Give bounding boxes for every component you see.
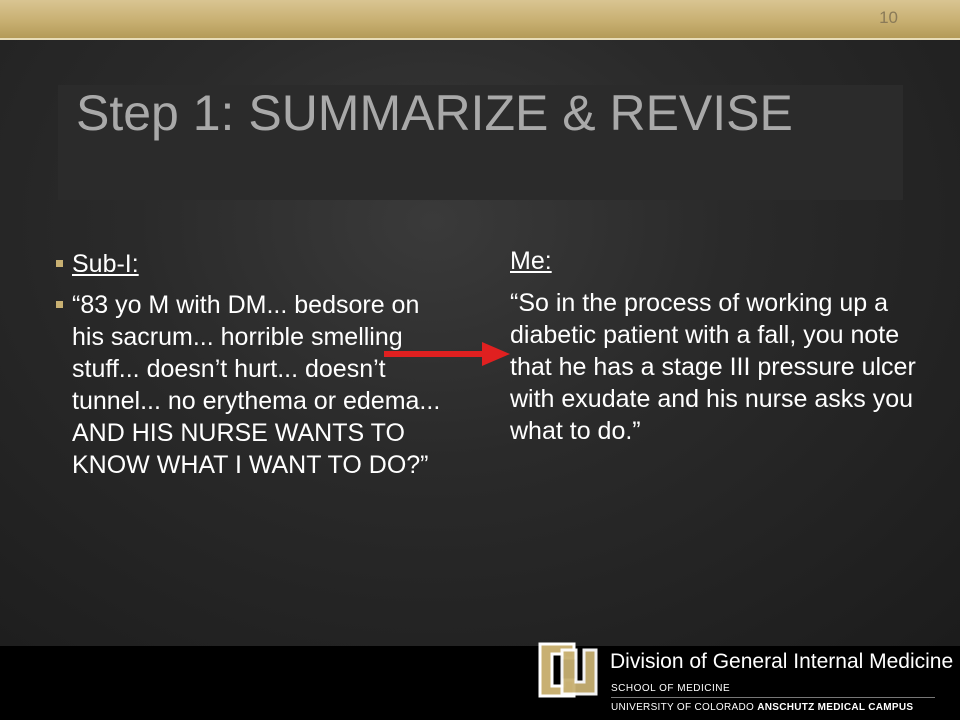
me-heading: Me: [510, 247, 552, 275]
school-name: SCHOOL OF MEDICINE [611, 683, 731, 694]
division-name: Division of General Internal Medicine [610, 650, 954, 673]
bullet-icon [56, 301, 63, 308]
sub-i-quote: “83 yo M with DM... bedsore on his sacrum... horrible smelling stuff... doesn’t hurt... doesn’t tunnel... no erythema or edema... AND HIS NURSE WANTS TO KNOW WHAT I WANT TO DO?” [72, 291, 441, 479]
footer-divider [611, 697, 935, 698]
top-gold-bar [0, 0, 960, 38]
university-name: UNIVERSITY OF COLORADO [611, 702, 758, 713]
red-arrow-icon [382, 340, 512, 368]
cu-logo-icon [536, 636, 598, 706]
list-item [52, 248, 452, 280]
sub-i-list [52, 248, 452, 490]
me-column [510, 245, 930, 457]
page-number: 10 [879, 8, 898, 27]
bullet-icon [56, 260, 63, 267]
sub-i-label: Sub-I: [72, 250, 139, 278]
slide-title: Step 1: SUMMARIZE & REVISE [76, 85, 793, 141]
campus-line [611, 702, 913, 713]
list-item [52, 289, 452, 481]
me-quote: “So in the process of working up a diabetic patient with a fall, you note that he has a stage III pressure ulcer with exudate and his nurse asks you what to do.” [510, 289, 916, 445]
campus-name: ANSCHUTZ MEDICAL CAMPUS [757, 702, 914, 713]
